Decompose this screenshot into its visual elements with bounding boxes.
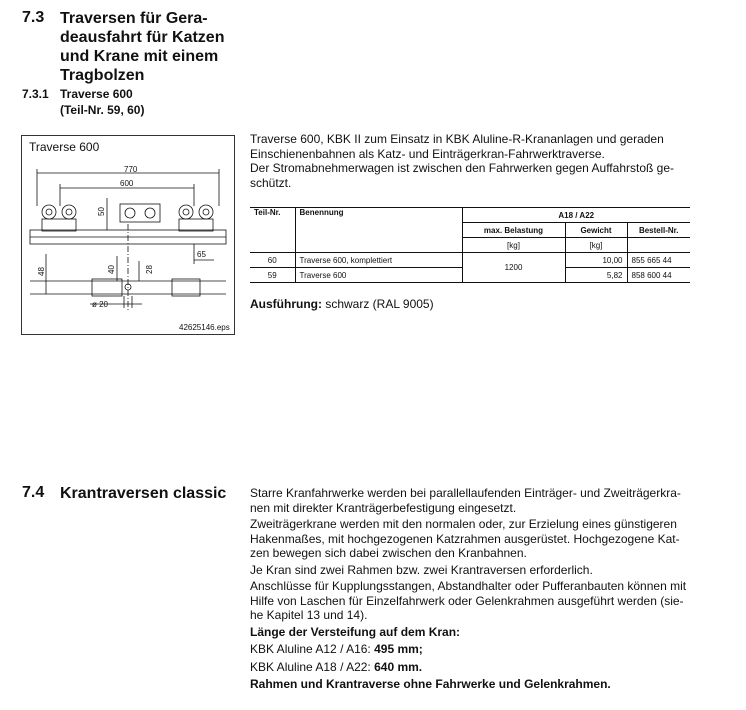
execution-label: Ausführung: (250, 297, 322, 311)
closing-line: Rahmen und Krantraverse ohne Fahrwerke und Gelenkrahmen. (250, 677, 611, 691)
intro-line: Der Stromabnehmerwagen ist zwischen den Fahrwerken gegen Auffahrstoß ge- (250, 161, 675, 175)
dimension-48: 48 (37, 267, 46, 276)
stiffening-label: Länge der Versteifung auf dem Kran: (250, 624, 461, 639)
paragraph: Je Kran sind zwei Rahmen bzw. zwei Krantraversen erforderlich. (250, 562, 593, 577)
section74-body (250, 486, 720, 694)
dimension-770: 770 (124, 165, 138, 174)
dimension-50: 50 (97, 207, 106, 216)
paragraph: Anschlüsse für Kupplungsstangen, Abstandhalter oder Pufferanbauten können mit Hilfe von Laschen für Einzelfahrwerk oder Gelenkrahmen ausgeführt werden (sie- he Kapitel 13 und 14). (250, 579, 687, 622)
header-weight-unit: [kg] (565, 238, 627, 253)
row-part: 60 (250, 253, 295, 268)
section-title-line: Traversen für Gera- (60, 10, 208, 27)
row-weight: 5,82 (565, 268, 627, 283)
traverse-drawing (22, 136, 234, 334)
paragraph: Zweiträgerkrane werden mit den normalen oder, zur Erzielung eines günstigeren Hakenmaßes, mit hochgezogenen Katzrahmen ausgerüstet. Hochgezogene Kat- zen bewegen sich dabei zwischen den Kranbahnen. (250, 517, 680, 560)
row-load: 1200 (462, 253, 565, 283)
execution-line (250, 297, 434, 312)
section-title: Krantraversen classic (60, 485, 227, 502)
subsection-title (60, 86, 144, 118)
dimension-65: 65 (197, 250, 206, 259)
section-title (60, 9, 250, 85)
subsection-part-numbers: (Teil-Nr. 59, 60) (60, 103, 145, 117)
section-number: 7.3 (22, 9, 45, 26)
dimension-20: ø 20 (92, 300, 109, 309)
execution-value: schwarz (RAL 9005) (325, 297, 434, 311)
subsection-number: 7.3.1 (22, 87, 49, 101)
intro-line: Traverse 600, KBK II zum Einsatz in KBK Aluline-R-Krananlagen und geraden (250, 132, 664, 146)
header-weight: Gewicht (565, 223, 627, 238)
header-order: Bestell-Nr. (627, 223, 690, 238)
row-weight: 10,00 (565, 253, 627, 268)
intro-text (250, 132, 690, 190)
header-part: Teil-Nr. (250, 208, 295, 253)
intro-line: Einschienenbahnen als Katz- und Einträgerkran-Fahrwerktraverse. (250, 146, 605, 161)
table-row (250, 253, 690, 268)
subsection-title-line: Traverse 600 (60, 87, 133, 101)
figure-title: Traverse 600 (29, 140, 100, 154)
section-title-line: Tragbolzen (60, 67, 145, 84)
dimension-600: 600 (120, 179, 134, 188)
header-load-unit: [kg] (462, 238, 565, 253)
section-title-line: und Krane mit einem (60, 48, 219, 65)
header-name: Benennung (299, 208, 344, 217)
dimension-28: 28 (145, 265, 154, 274)
row-part: 59 (250, 268, 295, 283)
a18-line: KBK Aluline A18 / A22: 640 mm. (250, 659, 423, 674)
row-order: 855 665 44 (627, 253, 690, 268)
a12-line: KBK Aluline A12 / A16: 495 mm; (250, 642, 423, 656)
spec-table (250, 207, 690, 283)
section-number: 7.4 (22, 484, 45, 501)
header-load: max. Belastung (462, 223, 565, 238)
dimension-40: 40 (107, 265, 116, 274)
header-group: A18 / A22 (462, 208, 690, 223)
figure-code: 42625146.eps (179, 323, 230, 332)
paragraph: Starre Kranfahrwerke werden bei parallellaufenden Einträger- und Zweiträgerkra- nen mit direkter Kranträgerbefestigung eingesetzt. (250, 486, 681, 515)
intro-line: schützt. (250, 175, 292, 190)
row-order: 858 600 44 (627, 268, 690, 283)
row-name: Traverse 600, komplettiert (299, 255, 393, 265)
section-title-line: deausfahrt für Katzen (60, 29, 225, 46)
figure-box (21, 135, 235, 335)
row-name: Traverse 600 (299, 270, 347, 280)
